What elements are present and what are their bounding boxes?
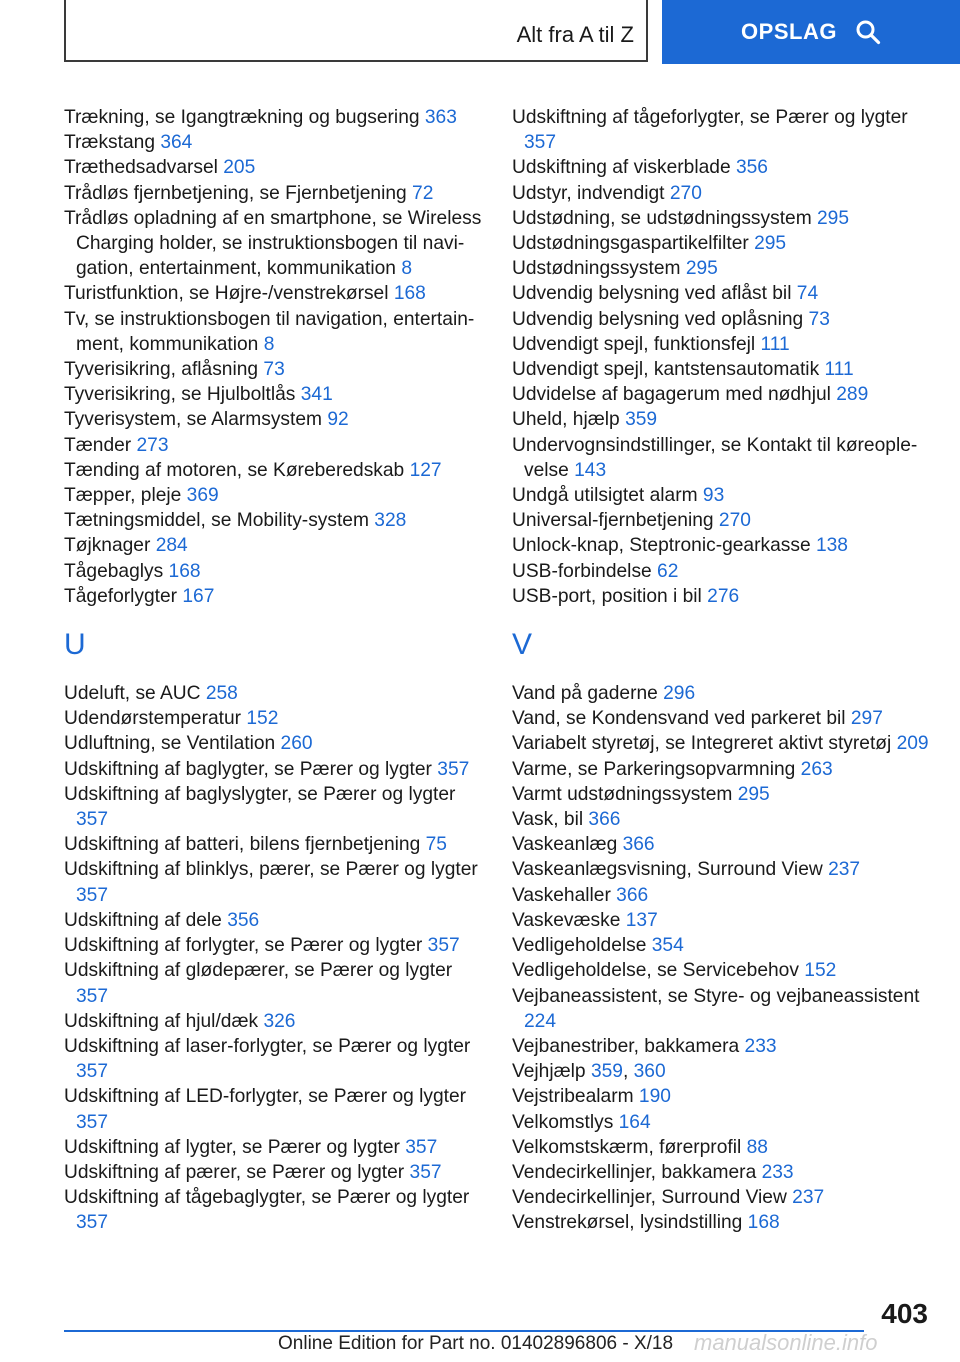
page-link[interactable]: 74 (796, 283, 819, 305)
entry-text: Trækstang (64, 132, 161, 154)
entry-text: Udendørstemperatur (64, 708, 247, 730)
page-link[interactable]: 357 (405, 1136, 438, 1158)
entry-text: Turistfunktion, se Højre-/venstrekørsel (64, 283, 394, 305)
page-link[interactable]: 73 (808, 308, 830, 330)
entry-text: Tænder (64, 434, 137, 456)
entry-text: Udvendig belysning ved aflåst bil (512, 283, 797, 305)
page-link[interactable]: 168 (747, 1212, 780, 1234)
page-link[interactable]: 357 (427, 935, 460, 957)
index-entry (512, 559, 932, 584)
entry-text: Udskiftning af blinklys, pærer, se Pærer og lygter (64, 859, 478, 881)
index-entry (64, 181, 484, 206)
entry-text: Vejbanestriber, bakkamera (512, 1035, 745, 1057)
index-entry (64, 533, 484, 558)
page-link[interactable]: 152 (804, 960, 837, 982)
index-entry (512, 984, 932, 1034)
index-entry (512, 508, 932, 533)
page-link[interactable]: 168 (393, 283, 426, 305)
entry-text: Velkomstlys (512, 1111, 619, 1133)
page-link[interactable]: 233 (761, 1161, 794, 1183)
entry-text: Tyverisikring, aflåsning (64, 359, 264, 381)
entry-text: Vedligeholdelse (512, 935, 652, 957)
page-link[interactable]: 273 (136, 434, 169, 456)
index-entry (64, 1009, 484, 1034)
index-entry (64, 483, 484, 508)
entry-text: Udskiftning af lygter, se Pærer og lygter (64, 1136, 406, 1158)
page-link[interactable]: 366 (588, 809, 621, 831)
page-link[interactable]: 363 (424, 107, 457, 128)
entry-text: Træthedsadvarsel (64, 157, 224, 179)
index-entry (64, 706, 484, 731)
page-link[interactable]: 233 (744, 1035, 777, 1057)
index-entry (64, 407, 484, 432)
page-number: 403 (881, 1298, 928, 1329)
entry-text: Vaskeanlægsvisning, Surround View (512, 859, 829, 881)
entry-text: Udstødningssystem (512, 258, 686, 280)
entry-text: Tågebaglys (64, 560, 169, 582)
entry-text: Udskiftning af pærer, se Pærer og lygter (64, 1161, 410, 1183)
entry-text: Vendecirkellinjer, Surround View (512, 1187, 793, 1209)
entry-text: Trækning, se Igangtrækning og bugsering (64, 107, 425, 128)
page-link[interactable]: 127 (409, 459, 442, 481)
index-entry (512, 483, 932, 508)
page-link[interactable]: 168 (168, 560, 201, 582)
index-entry (64, 1034, 484, 1084)
entry-text: Tøjknager (64, 535, 156, 557)
index-entry (512, 206, 932, 231)
entry-text: Unlock-knap, Steptronic-gearkasse (512, 535, 816, 557)
page-link[interactable]: 8 (263, 333, 275, 355)
index-entry (512, 832, 932, 857)
entry-text: Vejhjælp (512, 1061, 591, 1083)
page-link[interactable]: 295 (817, 207, 850, 229)
index-entry (512, 1185, 932, 1210)
entry-text: Vejstribealarm (512, 1086, 639, 1108)
index-entry (512, 181, 932, 206)
entry-text: Udskiftning af baglyslygter, se Pærer og lygter (64, 783, 456, 805)
page-link[interactable]: 276 (707, 585, 740, 607)
index-entry (512, 857, 932, 882)
index-entry (512, 155, 932, 180)
page-link[interactable]: 357 (437, 758, 470, 780)
search-button-label: OPSLAG (741, 19, 837, 44)
page-link[interactable]: 295 (754, 233, 787, 255)
page-link[interactable]: 152 (246, 708, 279, 730)
entry-text: Udskiftning af dele (64, 909, 228, 931)
page-link[interactable]: 341 (300, 384, 333, 406)
index-entry (512, 958, 932, 983)
entry-text: Uheld, hjælp (512, 409, 626, 431)
index-entry (64, 1084, 484, 1134)
section-tab-label: Alt fra A til Z (516, 22, 634, 47)
page-link[interactable]: 209 (896, 733, 929, 755)
page-link[interactable]: 258 (205, 683, 238, 705)
page-link[interactable]: 190 (638, 1086, 671, 1108)
entry-text: USB-forbindelse (512, 560, 658, 582)
entry-text: Variabelt styretøj, se Integreret aktivt styretøj (512, 733, 897, 755)
entry-text: Vejbaneassistent, se Styre- og vejbaneassistent (512, 985, 920, 1007)
index-entry (64, 307, 484, 357)
page-link[interactable]: 356 (227, 909, 260, 931)
entry-text: Udstyr, indvendigt (512, 182, 670, 204)
entry-text: Undgå utilsigtet alarm (512, 485, 703, 507)
index-entry (64, 1160, 484, 1185)
section-tab[interactable] (64, 0, 648, 62)
page-link[interactable]: 357 (76, 809, 109, 831)
entry-text: Tætningsmiddel, se Mobility-system (64, 510, 375, 532)
index-entry (512, 782, 932, 807)
index-entry (64, 130, 484, 155)
page-link[interactable]: 297 (850, 708, 883, 730)
page-link[interactable]: 62 (657, 560, 679, 582)
page-link[interactable]: 164 (618, 1111, 651, 1133)
page-link[interactable]: 93 (702, 485, 725, 507)
entry-text: Udvidelse af bagagerum med nødhjul (512, 384, 837, 406)
index-entry (512, 1135, 932, 1160)
page-link[interactable]: 326 (263, 1010, 296, 1032)
entry-text: USB-port, position i bil (512, 585, 708, 607)
index-entry (512, 883, 932, 908)
entry-text: Udskiftning af batteri, bilens fjernbetjening (64, 834, 426, 856)
index-entry (64, 458, 484, 483)
page-link[interactable]: 237 (828, 859, 861, 881)
index-entry (64, 731, 484, 756)
index-entry (64, 105, 484, 130)
index-entry (512, 757, 932, 782)
page-link[interactable]: 260 (280, 733, 313, 755)
index-entry (512, 256, 932, 281)
page-link[interactable]: 289 (836, 384, 869, 406)
entry-text: Vand, se Kondensvand ved parkeret bil (512, 708, 851, 730)
index-entry (64, 559, 484, 584)
entry-text: Vand på gaderne (512, 683, 664, 705)
page-link[interactable]: 137 (625, 909, 658, 931)
entry-text: Udstødning, se udstødningssystem (512, 207, 818, 229)
page-link[interactable]: 328 (374, 510, 407, 532)
entry-text: Tågeforlygter (64, 585, 183, 607)
index-entry (512, 1059, 932, 1084)
index-entry (512, 231, 932, 256)
entry-text: Udskiftning af glødepærer, se Pærer og lygter (64, 960, 453, 982)
page-link[interactable]: 73 (263, 359, 285, 381)
index-entry (512, 105, 932, 155)
entry-text: Udluftning, se Ventilation (64, 733, 281, 755)
index-entry (64, 681, 484, 706)
index-entry (64, 958, 484, 1008)
entry-text: Vaskeanlæg (512, 834, 623, 856)
page-link[interactable]: 364 (160, 132, 193, 154)
page-link[interactable]: 366 (622, 834, 655, 856)
entry-text: Vaskevæske (512, 909, 626, 931)
page-link[interactable]: 111 (760, 333, 790, 355)
page-link[interactable]: 75 (425, 834, 447, 856)
index-entry (64, 155, 484, 180)
entry-text: Udskiftning af LED-forlygter, se Pærer og lygter (64, 1086, 467, 1108)
index-entry (512, 357, 932, 382)
index-entry (512, 1110, 932, 1135)
entry-text: Tyverisikring, se Hjulboltlås (64, 384, 301, 406)
watermark: manualsonline.info (694, 1330, 878, 1355)
index-entry (512, 807, 932, 832)
page-link[interactable]: 359 (625, 409, 658, 431)
index-entry (64, 206, 484, 282)
section-letter: U (64, 628, 86, 662)
index-column-left (64, 105, 484, 1236)
page-link[interactable]: 357 (76, 985, 109, 1007)
entry-text: Undervognsindstillinger, se Kontakt til køreoplevelse (512, 434, 918, 481)
entry-text: Udvendigt spejl, funktionsfejl (512, 333, 761, 355)
entry-text: Udskiftning af hjul/dæk (64, 1010, 264, 1032)
entry-text: , (622, 1061, 634, 1083)
entry-text: Udskiftning af laser-forlygter, se Pærer og lygter (64, 1035, 471, 1057)
index-entry (512, 933, 932, 958)
entry-text: Udskiftning af baglygter, se Pærer og lygter (64, 758, 438, 780)
edition-text: Online Edition for Part no. 01402896806 - X/18 (278, 1333, 674, 1354)
entry-text: Velkomstskærm, førerprofil (512, 1136, 747, 1158)
index-entry (512, 407, 932, 432)
index-entry (512, 706, 932, 731)
page-link[interactable]: 357 (76, 884, 109, 906)
page-link[interactable]: 357 (409, 1161, 442, 1183)
search-button[interactable] (662, 0, 960, 64)
page-link[interactable]: 111 (824, 359, 854, 381)
index-entry (512, 584, 932, 609)
page-link[interactable]: 357 (524, 132, 557, 154)
index-entry (512, 681, 932, 706)
index-entry (512, 1210, 932, 1235)
index-entry (64, 1185, 484, 1235)
page-link[interactable]: 369 (186, 485, 219, 507)
entry-text: Tænding af motoren, se Køreberedskab (64, 459, 410, 481)
entry-text: Udeluft, se AUC (64, 683, 206, 705)
index-column-right (512, 105, 932, 1236)
entry-text: Vaskehaller (512, 884, 617, 906)
index-entry (512, 1084, 932, 1109)
index-entry (64, 857, 484, 907)
page-link[interactable]: 270 (718, 510, 751, 532)
page-link[interactable]: 354 (651, 935, 684, 957)
page-link[interactable]: 263 (800, 758, 833, 780)
index-entry (512, 908, 932, 933)
index-entry (64, 757, 484, 782)
entry-text: Vedligeholdelse, se Servicebehov (512, 960, 805, 982)
entry-text: Vendecirkellinjer, bakkamera (512, 1161, 762, 1183)
entry-text: Varme, se Parkeringsopvarmning (512, 758, 801, 780)
index-entry (512, 433, 932, 483)
index-entry (512, 1034, 932, 1059)
index-entry (64, 433, 484, 458)
entry-text: Trådløs opladning af en smartphone, se Wireless Charging holder, se instruktionsbogen til navigation, entertainment, kommunikation (64, 207, 482, 280)
entry-text: Udskiftning af forlygter, se Pærer og lygter (64, 935, 428, 957)
page-link[interactable]: 224 (524, 1010, 557, 1032)
search-icon (855, 19, 881, 45)
page-link[interactable]: 357 (76, 1212, 109, 1234)
page-link[interactable]: 138 (815, 535, 848, 557)
index-entry (512, 731, 932, 756)
page-link[interactable]: 359 (590, 1061, 623, 1083)
index-entry (64, 782, 484, 832)
page-link[interactable]: 88 (746, 1136, 768, 1158)
entry-text: Trådløs fjernbetjening, se Fjernbetjening (64, 182, 413, 204)
page-link[interactable]: 92 (327, 409, 349, 431)
page-link[interactable]: 270 (669, 182, 702, 204)
page-link[interactable]: 237 (792, 1187, 825, 1209)
entry-text: Varmt udstødningssystem (512, 783, 738, 805)
index-entry (512, 281, 932, 306)
entry-text: Tyverisystem, se Alarmsystem (64, 409, 328, 431)
entry-text: Udvendigt spejl, kantstensautomatik (512, 359, 825, 381)
entry-text: Udskiftning af tågeforlygter, se Pærer og lygter (512, 107, 908, 128)
index-entry (64, 357, 484, 382)
index-entry (512, 1160, 932, 1185)
entry-text: Tv, se instruktionsbogen til navigation, entertainment, kommunikation (64, 308, 475, 355)
entry-text: Universal-fjernbetjening (512, 510, 719, 532)
page-link[interactable]: 295 (685, 258, 718, 280)
index-entry (64, 281, 484, 306)
page-header (0, 0, 960, 66)
page-link[interactable]: 357 (76, 1111, 109, 1133)
page-link[interactable]: 357 (76, 1061, 109, 1083)
index-entry (64, 1135, 484, 1160)
entry-text: Udvendig belysning ved oplåsning (512, 308, 809, 330)
page-link[interactable]: 284 (155, 535, 188, 557)
page-link[interactable]: 167 (182, 585, 215, 607)
index-entry (512, 307, 932, 332)
page-link[interactable]: 143 (574, 459, 607, 481)
entry-text: Udskiftning af tågebaglygter, se Pærer og lygter (64, 1187, 470, 1209)
page-link[interactable]: 295 (737, 783, 770, 805)
section-letter: V (512, 628, 533, 662)
index-entry (512, 533, 932, 558)
page-link[interactable]: 356 (735, 157, 768, 179)
index-entry (64, 584, 484, 609)
entry-text: Vask, bil (512, 809, 589, 831)
index-entry (512, 382, 932, 407)
index-entry (64, 382, 484, 407)
index-entry (512, 332, 932, 357)
page-link[interactable]: 296 (663, 683, 696, 705)
page-link[interactable]: 8 (401, 258, 412, 280)
page-link[interactable]: 72 (412, 182, 434, 204)
page-link[interactable]: 360 (633, 1061, 666, 1083)
index-entry (64, 933, 484, 958)
page-link[interactable]: 205 (223, 157, 256, 179)
page-link[interactable]: 366 (616, 884, 649, 906)
entry-text: Venstrekørsel, lysindstilling (512, 1212, 748, 1234)
index-entry (64, 832, 484, 857)
index-entry (64, 908, 484, 933)
entry-text: Udskiftning af viskerblade (512, 157, 736, 179)
index-entry (64, 508, 484, 533)
entry-text: Udstødningsgaspartikelfilter (512, 233, 755, 255)
entry-text: Tæpper, pleje (64, 485, 187, 507)
